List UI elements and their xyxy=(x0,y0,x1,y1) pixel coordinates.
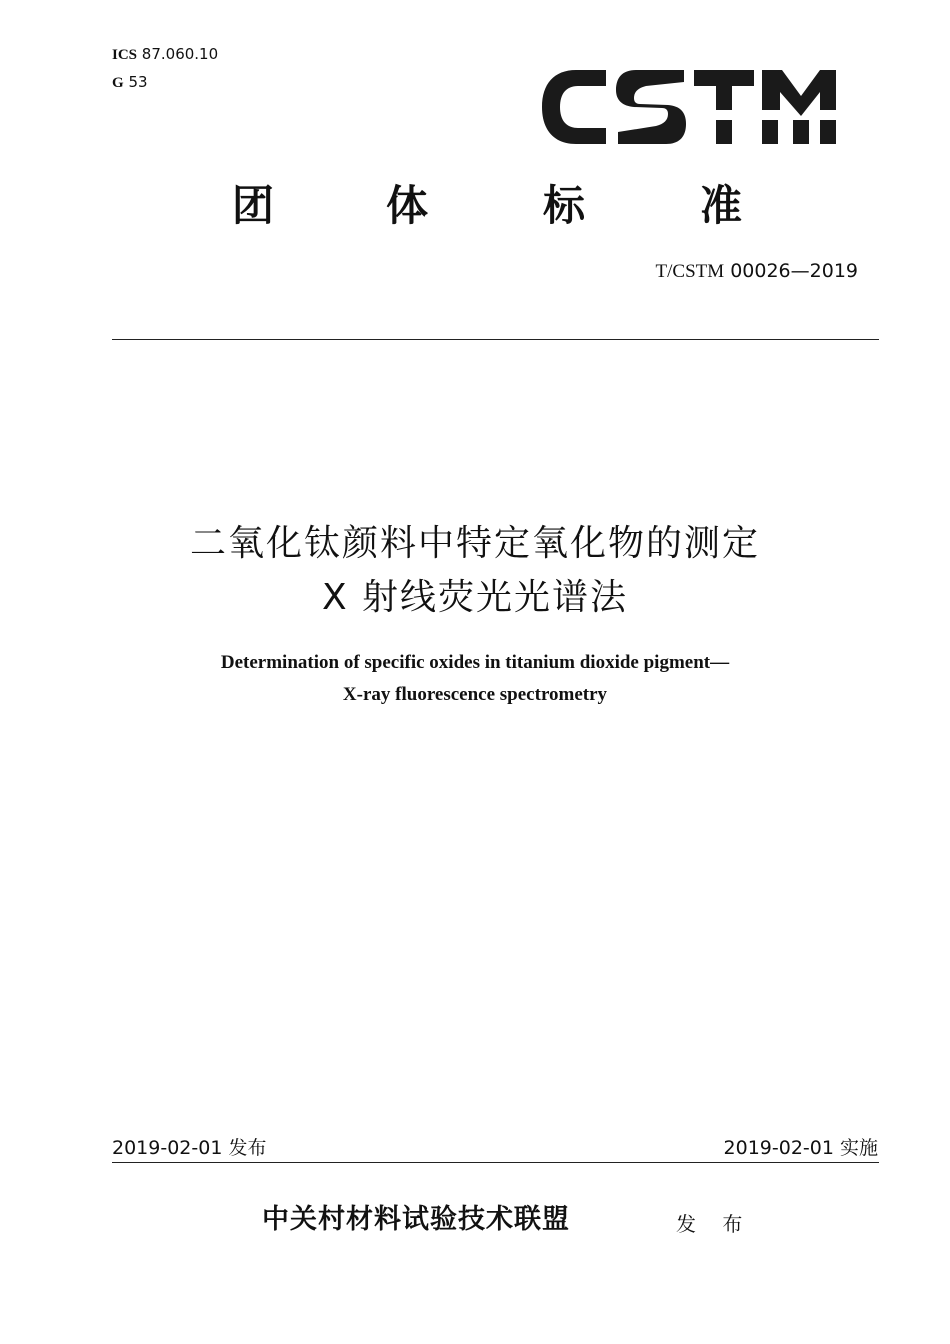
g-label: G xyxy=(112,75,124,91)
publisher-name: 中关村材料试验技术联盟 xyxy=(262,1204,570,1235)
title-en-line2: X-ray fluorescence spectrometry xyxy=(342,684,608,705)
logo-letter-s xyxy=(616,70,686,144)
logo-letter-c xyxy=(542,70,606,144)
logo-letter-t-top xyxy=(694,70,754,86)
top-divider xyxy=(112,339,879,340)
standard-type-char: 标 xyxy=(543,181,586,230)
standard-type-char: 准 xyxy=(700,181,743,230)
title-cn-line2: X 射线荧光光谱法 xyxy=(321,577,629,618)
standard-number-code: 00026—2019 xyxy=(730,260,858,282)
title-cn-line1: 二氧化钛颜料中特定氧化物的测定 xyxy=(189,523,760,564)
title-en-line1: Determination of specific oxides in titanium dioxide pigment— xyxy=(220,652,730,673)
logo-letter-m-top xyxy=(762,70,836,116)
bottom-divider xyxy=(112,1162,879,1163)
ics-label: ICS xyxy=(112,47,138,63)
logo-letter-m-leg-right xyxy=(820,120,836,144)
standard-number-prefix: T/CSTM xyxy=(655,261,725,282)
standard-number xyxy=(656,258,858,285)
cstm-logo xyxy=(536,62,840,152)
ics-code xyxy=(112,44,218,65)
ics-number: 87.060.10 xyxy=(141,45,219,63)
logo-letter-m-leg-mid xyxy=(793,120,809,144)
standard-type-char: 体 xyxy=(386,181,429,230)
logo-letter-t-stem-lower xyxy=(716,120,732,144)
logo-letter-t-stem-upper xyxy=(716,86,732,110)
implement-date: 2019-02-01 实施 xyxy=(723,1137,878,1159)
g-code xyxy=(112,72,148,93)
standard-type-char: 团 xyxy=(232,181,275,230)
standard-type xyxy=(0,176,950,236)
publish-label: 发 布 xyxy=(676,1212,753,1236)
logo-letter-m-leg-left xyxy=(762,120,778,144)
g-number: 53 xyxy=(128,73,148,91)
issue-date: 2019-02-01 发布 xyxy=(112,1137,267,1159)
